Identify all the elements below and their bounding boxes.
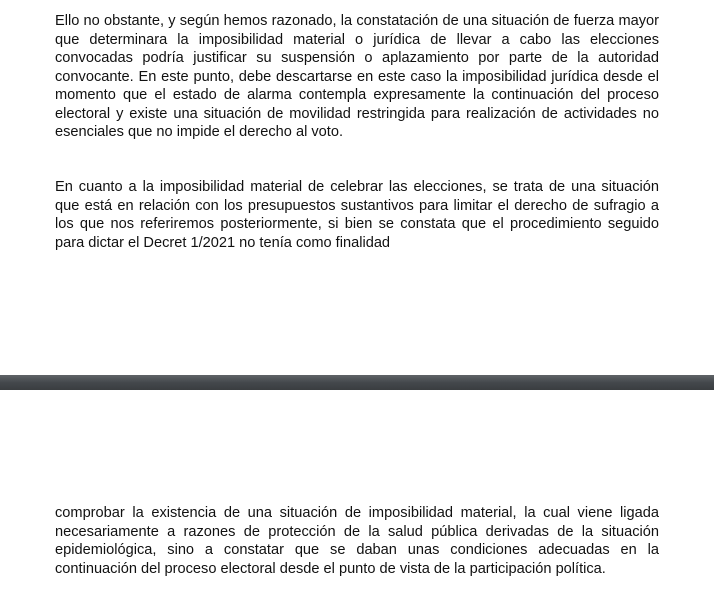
page-separator: [0, 375, 714, 390]
page1-paragraph1: Ello no obstante, y según hemos razonado, la constatación de una situación de fuerza mayor que determinara la imposibilidad material o jurídica de llevar a cabo las elecciones convocadas podría justificar su suspensión o aplazamiento por parte de la autoridad convocante. En este punto, debe descartarse en este caso la imposibilidad jurídica desde el momento que el estado de alarma contempla expresamente la continuación del proceso electoral y existe una situación de movilidad restringida para realización de actividades no esenciales que no impide el derecho al voto.: [55, 13, 659, 140]
page2-paragraph1: comprobar la existencia de una situación de imposibilidad material, la cual viene ligada necesariamente a razones de protección de la salud pública derivadas de la situación epidemiológica, sino a constatar que se daban unas condiciones adecuadas en la continuación del proceso electoral desde el punto de vista de la participación política.: [55, 505, 659, 577]
page1-paragraph2: En cuanto a la imposibilidad material de celebrar las elecciones, se trata de una situación que está en relación con los presupuestos sustantivos para limitar el derecho de sufragio a los que nos referiremos posteriormente, si bien se constata que el procedimiento seguido para dictar el Decret 1/2021 no tenía como finalidad: [55, 179, 659, 251]
